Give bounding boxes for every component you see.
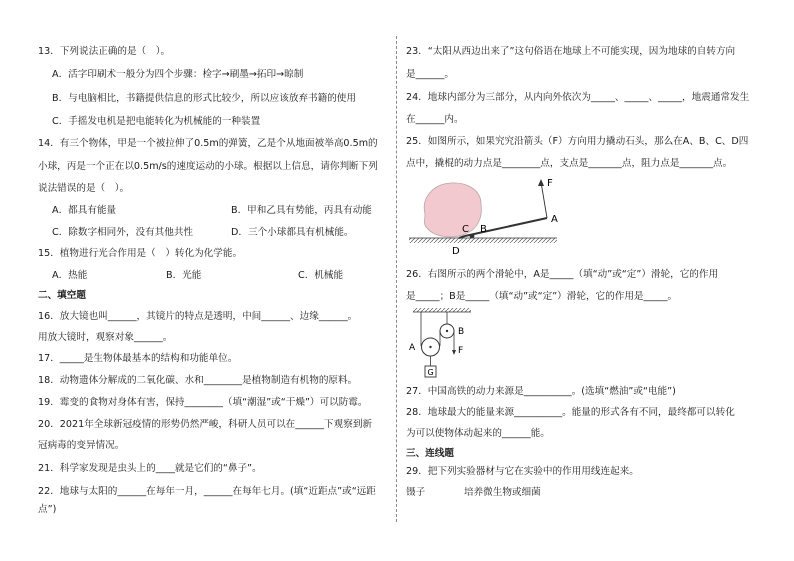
q17-text: 17．_____是生物体最基本的结构和功能单位。 xyxy=(38,353,238,364)
q14-line-3: 说法错误的是（ ）。 xyxy=(38,183,130,194)
q25-line-1: 25．如图所示，如果究究沿箭头（F）方向用力撬动石头，那么在A、B、C、D四 xyxy=(406,136,749,147)
q25-line-2: 点中，撬棍的动力点是________点，支点是_______点，阻力点是_______点。 xyxy=(406,158,733,169)
pulley-b-axle xyxy=(446,330,448,332)
q29-item-right: 培养微生物或细菌 xyxy=(464,487,541,498)
q29-item-left: 镊子 xyxy=(406,487,426,498)
q13-option-b: B．与电脑相比，书籍提供信息的形式比较少，所以应该放弃书籍的使用 xyxy=(52,93,356,104)
q15-option-c: C．机械能 xyxy=(298,270,344,281)
q24-line-1: 24．地球内部分为三部分，从内向外依次为_____、_____、_____，地震通常发生 xyxy=(406,92,750,103)
label-pulley-b: B xyxy=(458,327,465,337)
label-pulley-a: A xyxy=(409,343,416,353)
q15-stem: 15．植物进行光合作用是（ ）转化为化学能。 xyxy=(38,248,243,259)
lever-figure xyxy=(407,174,577,262)
q26-line-1: 26．右图所示的两个滑轮中，A是_____（填“动”或“定”）滑轮，它的作用 xyxy=(406,269,719,280)
q19-text: 19．霉变的食物对身体有害，保持________（填“潮湿”或“干燥”）可以防霉。 xyxy=(38,397,368,408)
q14-option-d: D．三个小球都具有机械能。 xyxy=(231,227,354,238)
force-arrowhead xyxy=(538,179,544,186)
right-column xyxy=(397,0,794,561)
q18-text: 18．动物遗体分解成的二氧化碳、水和________是植物制造有机物的原料。 xyxy=(38,375,358,386)
section-matching-heading: 三、连线题 xyxy=(406,448,454,459)
fulcrum-stone xyxy=(470,234,475,239)
label-b: B xyxy=(480,224,487,235)
q27-text: 27．中国高铁的动力来源是__________。(选填“燃油”或“电能”) xyxy=(406,386,676,397)
label-d: D xyxy=(452,246,460,257)
q28-line-1: 28．地球最大的能量来源__________。能量的形式各有不同，最终都可以转化 xyxy=(406,407,735,418)
q16-line-2: 用放大镜时，观察对象______。 xyxy=(38,332,173,343)
q23-line-2: 是______。 xyxy=(406,69,454,80)
q29-stem: 29．把下列实验器材与它在实验中的作用用线连起来。 xyxy=(406,466,639,477)
q14-option-c: C．除数字相同外，没有其他共性 xyxy=(52,227,194,238)
q13-option-a: A．活字印刷术一般分为四个步骤：检字→刷墨→拓印→晾制 xyxy=(52,69,304,80)
q23-line-1: 23．“太阳从西边出来了”这句俗语在地球上不可能实现，因为地球的自转方向 xyxy=(406,46,736,57)
ceiling xyxy=(413,308,471,312)
q28-line-2: 为可以使物体动起来的______能。 xyxy=(406,428,550,439)
q21-text: 21．科学家发现是虫头上的____就是它们的“鼻子”。 xyxy=(38,463,262,474)
pulley-a-axle xyxy=(429,346,431,348)
q14-line-1: 14．有三个物体，甲是一个被拉伸了0.5m的弹簧，乙是个从地面被举高0.5m的 xyxy=(38,138,378,149)
label-a: A xyxy=(551,214,558,225)
q15-option-a: A．热能 xyxy=(52,270,88,281)
q16-line-1: 16．放大镜也叫______，其镜片的特点是透明，中间______、边缘______。 xyxy=(38,311,358,322)
q14-line-2: 小球，丙是一个正在以0.5m/s的速度运动的小球。根据以上信息，请你判断下列 xyxy=(38,161,378,172)
q22-line-1: 22．地球与太阳的______在每年一月，______在每年七月。(填“近距点”或“远距 xyxy=(38,486,376,497)
rock xyxy=(424,183,481,237)
q20-line-1: 20．2021年全球新冠疫情的形势仍然严峻，科研人员可以在______下观察到新 xyxy=(38,419,373,430)
q13-option-c: C．手摇发电机是把电能转化为机械能的一种装置 xyxy=(52,116,261,127)
ground xyxy=(409,238,557,243)
label-f: F xyxy=(547,178,553,189)
label-g: G xyxy=(427,368,434,377)
pull-arrowhead xyxy=(452,350,456,355)
label-pull-f: F xyxy=(458,346,464,356)
pulley-figure xyxy=(407,306,479,378)
label-c: C xyxy=(462,224,469,235)
q20-line-2: 冠病毒的变异情况。 xyxy=(38,440,125,451)
q26-line-2: 是_____；B是_____（填“动”或“定”）滑轮，它的作用是_____。 xyxy=(406,291,678,302)
q22-line-2: 点”) xyxy=(38,504,57,515)
q24-line-2: 在______内。 xyxy=(406,114,464,125)
q14-option-a: A．都具有能量 xyxy=(52,205,117,216)
section-fill-in-heading: 二、填空题 xyxy=(38,290,86,301)
q14-option-b: B．甲和乙具有势能，丙具有动能 xyxy=(231,205,372,216)
q15-option-b: B．光能 xyxy=(166,270,202,281)
q13-stem: 13．下列说法正确的是（ ）。 xyxy=(38,46,171,57)
